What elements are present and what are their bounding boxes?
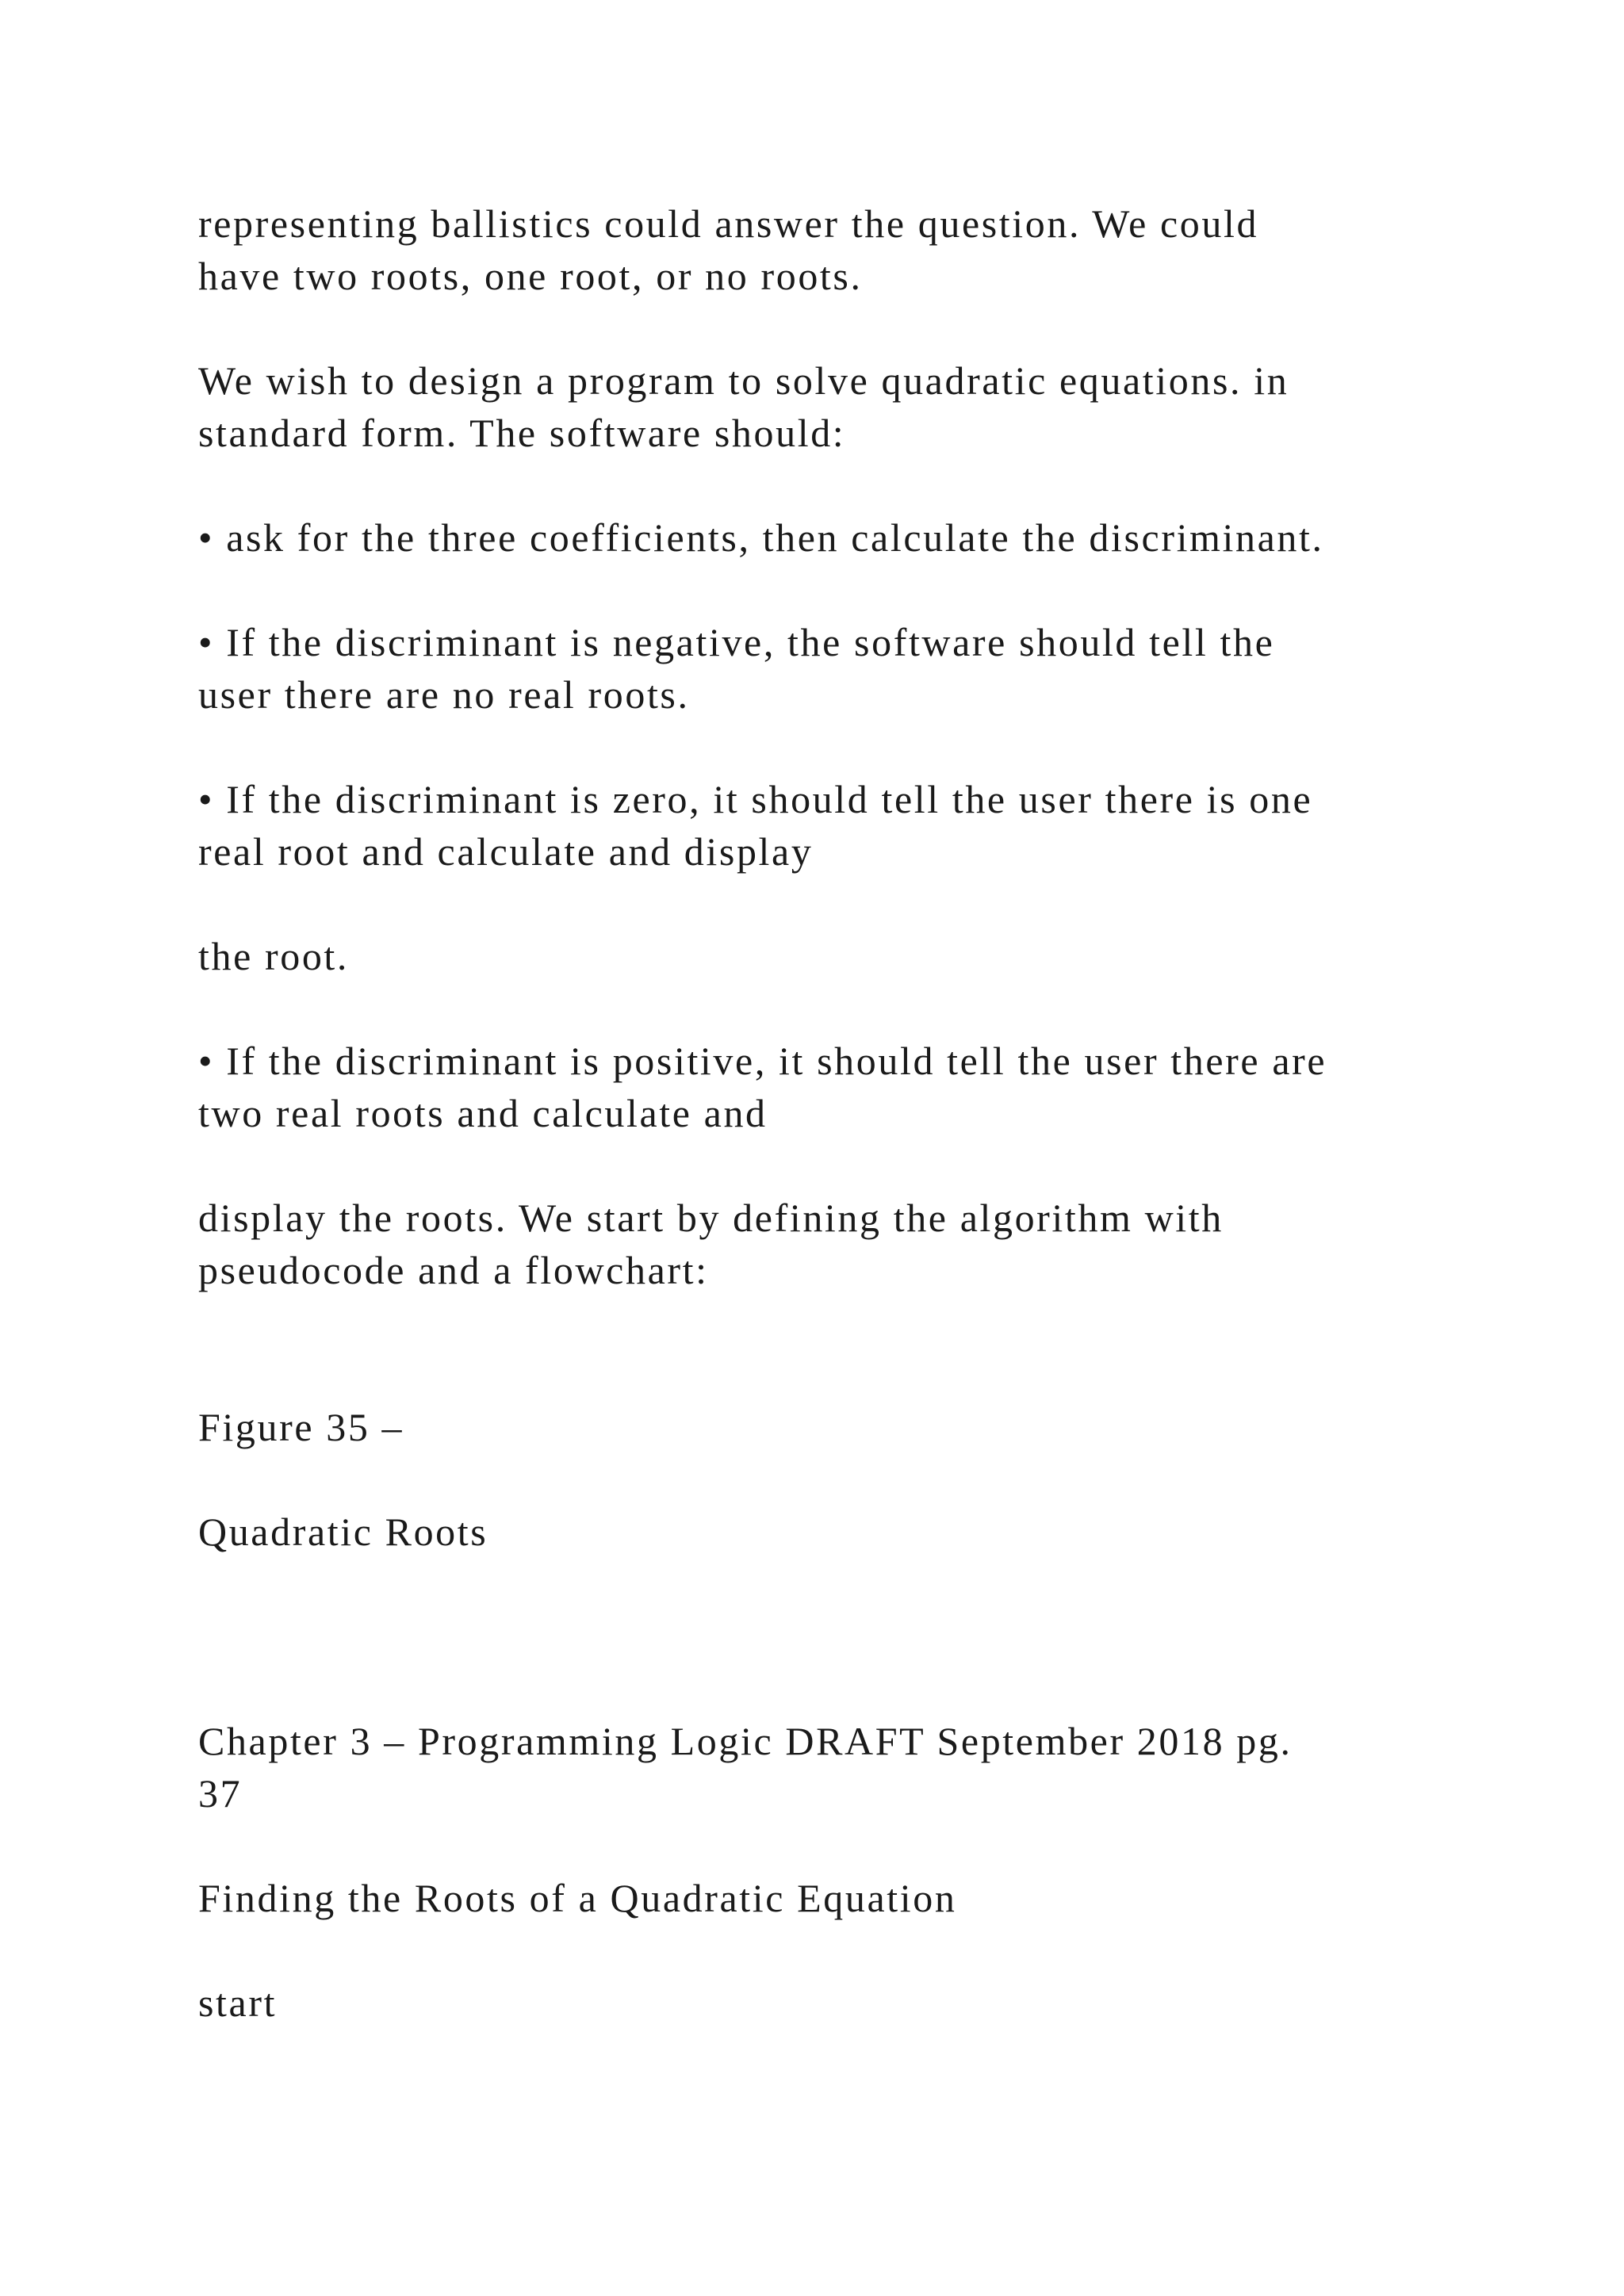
figure-number: Figure 35 – bbox=[198, 1405, 404, 1449]
page-footer-line-2: 37 bbox=[198, 1771, 243, 1816]
bullet-negative-line-2: user there are no real roots. bbox=[198, 672, 690, 717]
bullet-positive-line-2: two real roots and calculate and bbox=[198, 1091, 768, 1135]
paragraph-algorithm-line-1: display the roots. We start by defining the algorithm with bbox=[198, 1196, 1224, 1240]
bullet-zero-line-2: real root and calculate and display bbox=[198, 829, 814, 874]
bullet-positive-line-1: • If the discriminant is positive, it should tell the user there are bbox=[198, 1039, 1327, 1083]
paragraph-algorithm-line-2: pseudocode and a flowchart: bbox=[198, 1248, 709, 1292]
flowchart-title: Finding the Roots of a Quadratic Equation bbox=[198, 1876, 957, 1920]
bullet-zero-line-1: • If the discriminant is zero, it should tell the user there is one bbox=[198, 777, 1313, 821]
bullet-negative-line-1: • If the discriminant is negative, the software should tell the bbox=[198, 620, 1275, 664]
paragraph-intro-line-1: representing ballistics could answer the question. We could bbox=[198, 201, 1259, 246]
bullet-ask-coefficients: • ask for the three coefficients, then calculate the discriminant. bbox=[198, 515, 1324, 560]
page-footer-line-1: Chapter 3 – Programming Logic DRAFT September 2018 pg. bbox=[198, 1719, 1293, 1763]
paragraph-design-line-2: standard form. The software should: bbox=[198, 411, 846, 455]
figure-caption: Quadratic Roots bbox=[198, 1510, 488, 1554]
paragraph-intro-line-2: have two roots, one root, or no roots. bbox=[198, 254, 863, 298]
paragraph-design-line-1: We wish to design a program to solve quadratic equations. in bbox=[198, 358, 1289, 403]
flowchart-start-label: start bbox=[198, 1980, 278, 2025]
bullet-zero-line-3: the root. bbox=[198, 934, 350, 978]
